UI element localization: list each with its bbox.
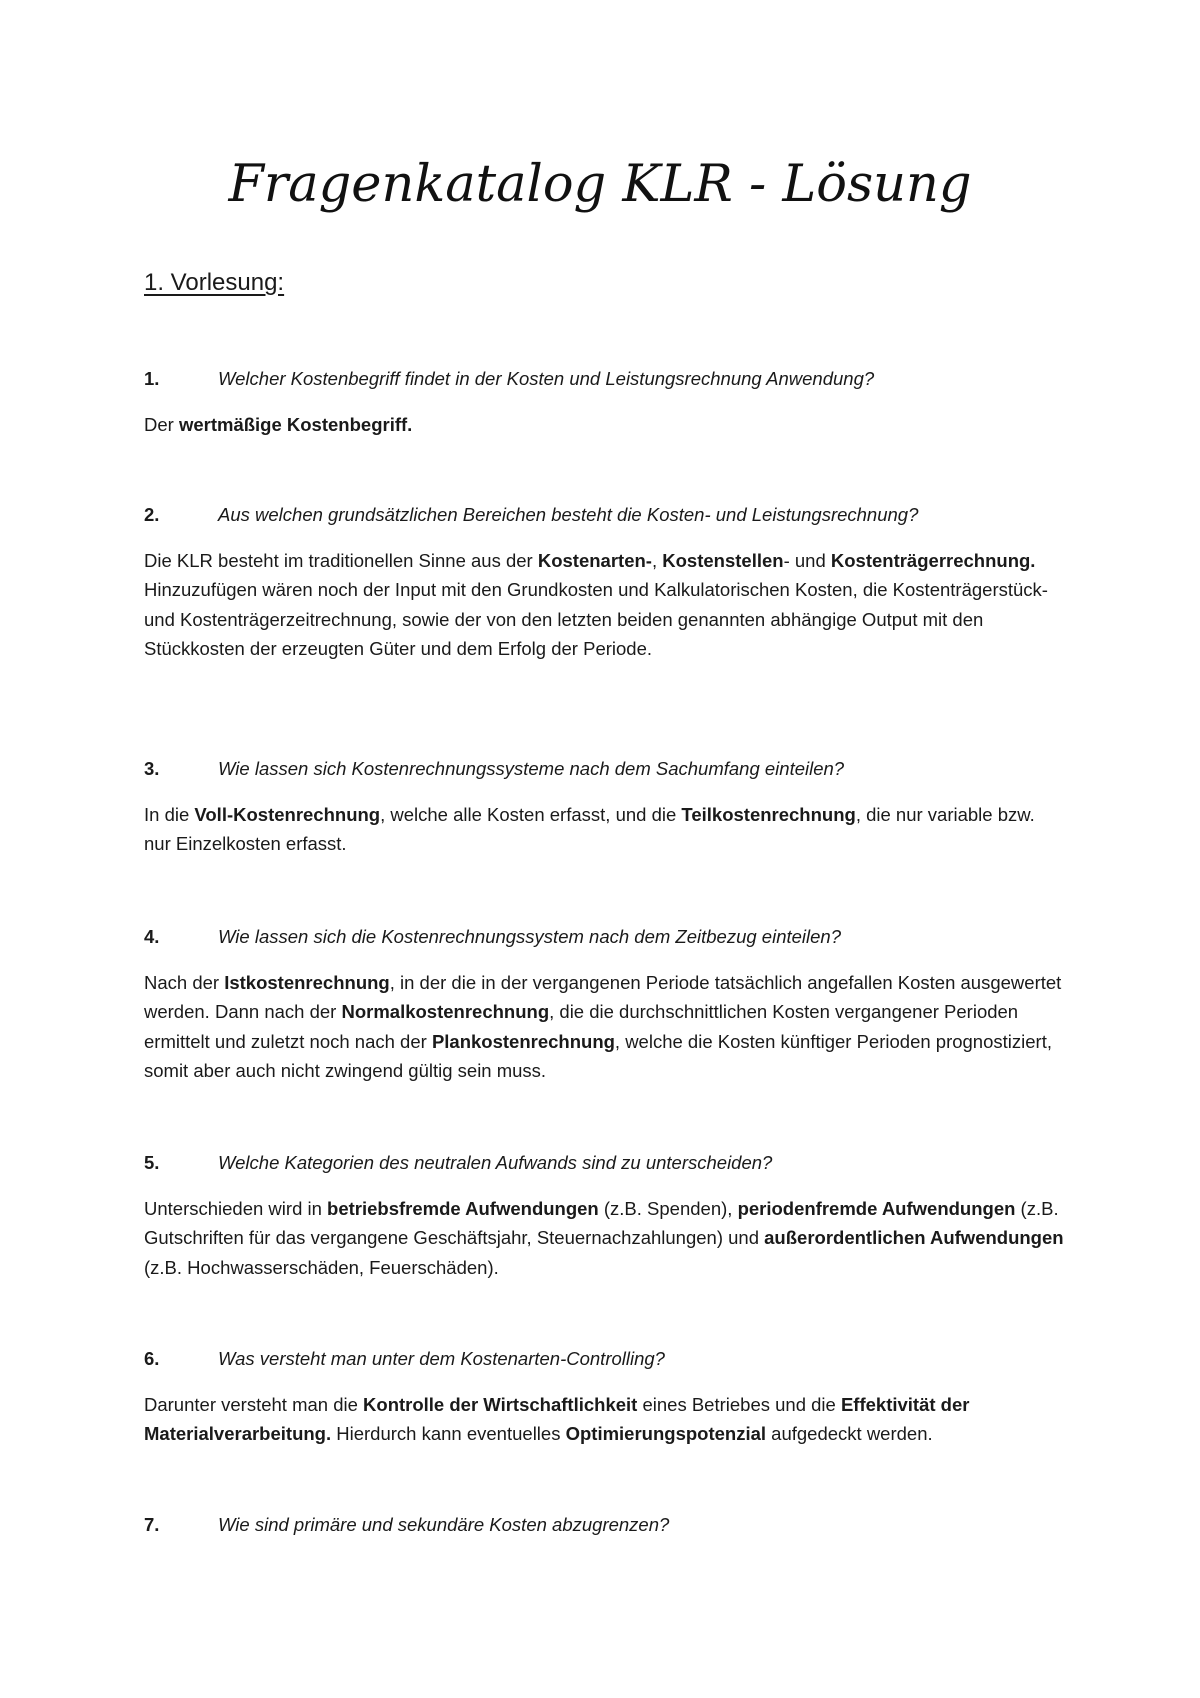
answer-bold-text: betriebsfremde Aufwendungen (327, 1198, 599, 1219)
question-text: Wie sind primäre und sekundäre Kosten abzugrenzen? (218, 1514, 670, 1535)
answer-text: Die KLR besteht im traditionellen Sinne aus der (144, 550, 538, 571)
answer-text: (z.B. Spenden), (598, 1198, 738, 1219)
answer-text: , welche alle Kosten erfasst, und die (380, 804, 682, 825)
answer-5 (144, 1194, 1064, 1282)
answer-text: , (651, 550, 663, 571)
answer-text: aufgedeckt werden. (766, 1423, 933, 1445)
answer-text: Hinzuzufügen wären noch der Input mit den Grundkosten und Kalkulatorischen Kosten, die Kostenträgerstück- und Kostenträgerzeitrechnung, sowie der von den letzten beiden genannten abhängige Output mit den Stückkosten der erzeugten Güter und dem Erfolg der Periode. (144, 579, 1048, 660)
question-text: Welcher Kostenbegriff findet in der Kosten und Leistungsrechnung Anwendung? (218, 368, 875, 389)
answer-text: Darunter versteht man die (144, 1394, 364, 1415)
answer-bold-text: wertmäßige Kostenbegriff. (178, 414, 413, 435)
answer-text: , in der die in der vergangenen Periode tatsächlich angefallen Kosten ausgewertet werden. Dann nach der (144, 972, 1062, 1023)
question-number: 2. (144, 504, 160, 525)
question-text: Wie lassen sich Kostenrechnungssysteme nach dem Sachumfang einteilen? (218, 758, 845, 779)
answer-text: Der (144, 414, 179, 435)
answer-6 (144, 1390, 1064, 1449)
answer-bold-text: außerordentlichen Aufwendungen (764, 1227, 1064, 1249)
answer-text: , welche die Kosten künftiger Perioden prognostiziert, somit aber auch nicht zwingend gültig sein muss. (144, 1030, 1052, 1082)
question-number: 7. (144, 1514, 160, 1535)
answer-text: Nach der (144, 972, 225, 993)
answer-bold-text: Normalkostenrechnung (341, 1001, 550, 1023)
answer-bold-text: periodenfremde Aufwendungen (737, 1198, 1016, 1219)
answer-bold-text: Effektivität der Materialverarbeitung. (144, 1394, 970, 1445)
answer-bold-text: Kostenarten- (537, 550, 652, 571)
answer-bold-text: Kostenstellen (662, 550, 784, 571)
answer-text: eines Betriebes und die (637, 1394, 841, 1415)
question-number: 1. (144, 368, 160, 389)
answer-1 (144, 410, 1064, 439)
question-number: 5. (144, 1152, 160, 1173)
answer-bold-text: Teilkostenrechnung (681, 804, 856, 825)
question-text: Was versteht man unter dem Kostenarten-Controlling? (218, 1348, 665, 1369)
answer-text: (z.B. Gutschriften für das vergangene Geschäftsjahr, Steuernachzahlungen) und (144, 1198, 1059, 1249)
question-text: Welche Kategorien des neutralen Aufwands sind zu unterscheiden? (218, 1152, 773, 1173)
answer-2 (144, 546, 1064, 664)
answer-text: - und (783, 550, 831, 571)
question-number: 6. (144, 1348, 160, 1369)
answer-bold-text: Kontrolle der Wirtschaftlichkeit (363, 1394, 638, 1415)
answer-bold-text: Plankostenrechnung (431, 1030, 615, 1052)
answer-text: Hierdurch kann eventuelles (331, 1423, 566, 1445)
answer-text: In die (144, 804, 195, 825)
answer-text: (z.B. Hochwasserschäden, Feuerschäden). (144, 1256, 499, 1278)
question-text: Aus welchen grundsätzlichen Bereichen besteht die Kosten- und Leistungsrechnung? (218, 504, 919, 525)
answer-bold-text: Voll-Kostenrechnung (194, 804, 381, 825)
question-number: 4. (144, 926, 160, 947)
answer-bold-text: Istkostenrechnung (224, 972, 390, 993)
section-heading: 1. Vorlesung: (144, 269, 285, 296)
answer-3 (144, 800, 1064, 859)
answer-bold-text: Optimierungspotenzial (565, 1423, 767, 1445)
answer-bold-text: Kostenträgerrechnung. (830, 550, 1036, 571)
question-text: Wie lassen sich die Kostenrechnungssystem nach dem Zeitbezug einteilen? (218, 926, 842, 947)
document-title: Fragenkatalog KLR - Lösung (228, 155, 972, 214)
answer-text: , die nur variable bzw. nur Einzelkosten erfasst. (144, 804, 1035, 855)
answer-4 (144, 968, 1064, 1086)
answer-text: , die die durchschnittlichen Kosten vergangener Perioden ermittelt und zuletzt noch nach der (144, 1001, 1019, 1052)
answer-text: Unterschieden wird in (144, 1198, 328, 1219)
question-number: 3. (144, 758, 160, 779)
